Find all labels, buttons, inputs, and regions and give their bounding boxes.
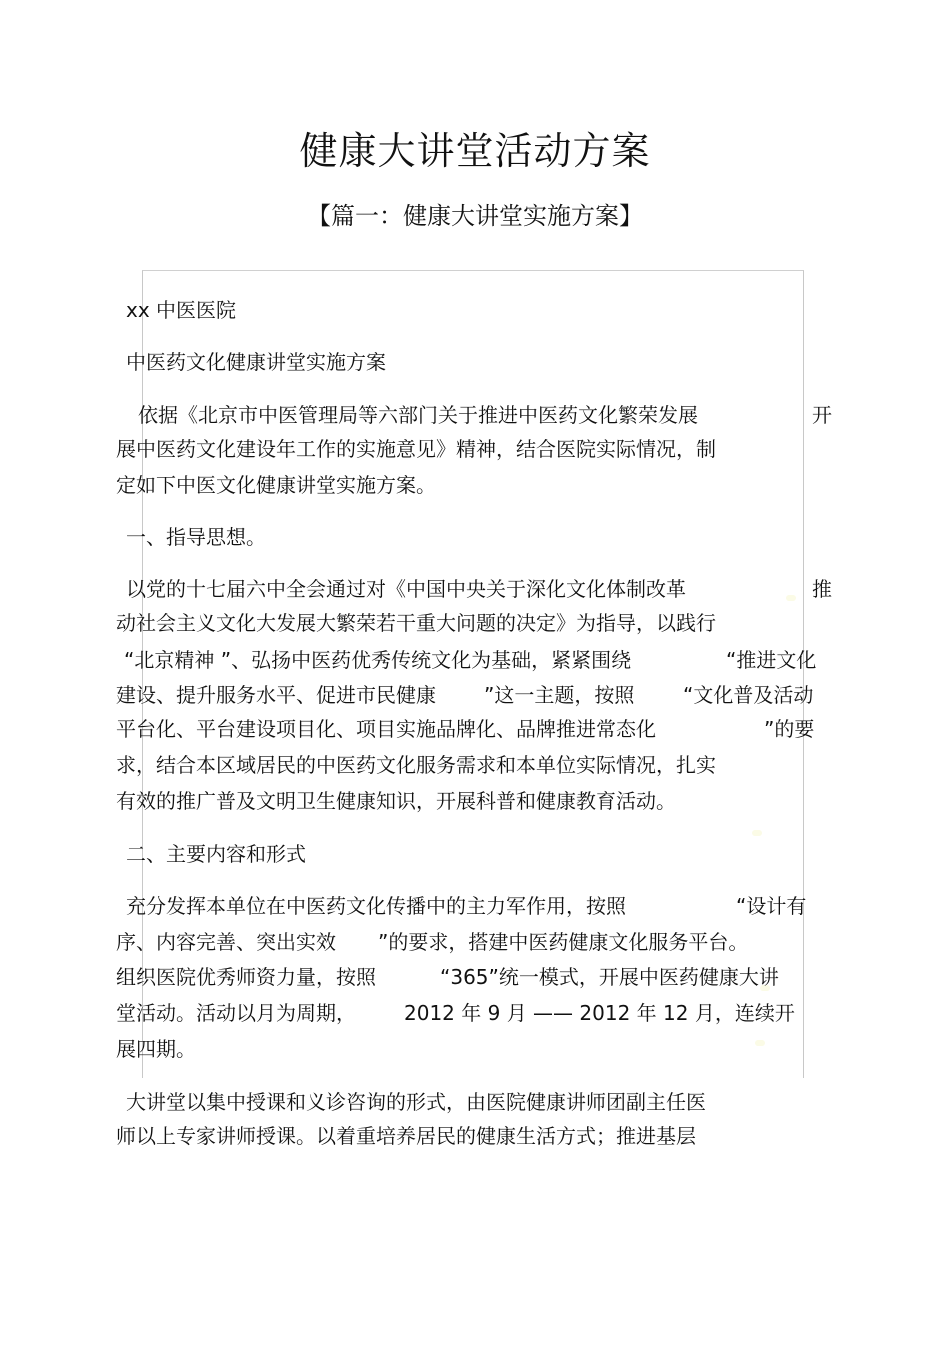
org-name: xx 中医医院 [126,298,237,322]
paragraph-line: 有效的推广普及文明卫生健康知识，开展科普和健康教育活动。 [116,789,676,813]
paragraph-line: 充分发挥本单位在中医药文化传播中的主力军作用，按照 [126,894,626,918]
paragraph-line: 堂活动。活动以月为周期， [116,1001,356,1025]
page-subtitle: 【篇一：健康大讲堂实施方案】 [307,202,643,230]
plan-title: 中医药文化健康讲堂实施方案 [126,350,386,374]
content-frame [142,270,807,1078]
paragraph-line: 定如下中医文化健康讲堂实施方案。 [116,473,436,497]
section-heading: 二、主要内容和形式 [126,842,306,866]
paragraph-line: “365”统一模式，开展中医药健康大讲 [440,965,779,989]
paragraph-line: 求，结合本区域居民的中医药文化服务需求和本单位实际情况，扎实 [116,753,716,777]
paragraph-line: 2012 年 9 月 —— 2012 年 12 月，连续开 [404,1001,795,1025]
paragraph-line: “推进文化 [726,648,817,672]
paragraph-line: 平台化、平台建设项目化、项目实施品牌化、品牌推进常态化 [116,717,656,741]
paragraph-line: 动社会主义文化大发展大繁荣若干重大问题的决定》为指导，以践行 [116,611,716,635]
paragraph-line: ”这一主题，按照 [484,683,635,707]
page-title: 健康大讲堂活动方案 [299,129,651,173]
paragraph-line: “北京精神 ”、弘扬中医药优秀传统文化为基础，紧紧围绕 [124,648,632,672]
paragraph-line: 推 [812,577,832,601]
paragraph-line: 组织医院优秀师资力量，按照 [116,965,376,989]
faint-mark [752,830,762,836]
paragraph-line: ”的要求，搭建中医药健康文化服务平台。 [378,930,749,954]
paragraph-line: 展四期。 [116,1037,196,1061]
paragraph-line: 以党的十七届六中全会通过对《中国中央关于深化文化体制改革 [126,577,686,601]
faint-mark [786,595,796,601]
paragraph-line: 展中医药文化建设年工作的实施意见》精神，结合医院实际情况，制 [116,437,716,461]
paragraph-line: 序、内容完善、突出实效 [116,930,336,954]
paragraph-line: 师以上专家讲师授课。以着重培养居民的健康生活方式；推进基层 [116,1124,696,1148]
paragraph-line: 大讲堂以集中授课和义诊咨询的形式，由医院健康讲师团副主任医 [126,1090,706,1114]
paragraph-line: 开 [812,403,832,427]
section-heading: 一、指导思想。 [126,525,266,549]
paragraph-line: “文化普及活动 [683,683,814,707]
faint-mark [755,1040,765,1046]
paragraph-line: ”的要 [764,717,815,741]
paragraph-line: 建设、提升服务水平、促进市民健康 [116,683,436,707]
paragraph-line: 依据《北京市中医管理局等六部门关于推进中医药文化繁荣发展 [138,403,698,427]
paragraph-line: “设计有 [736,894,807,918]
